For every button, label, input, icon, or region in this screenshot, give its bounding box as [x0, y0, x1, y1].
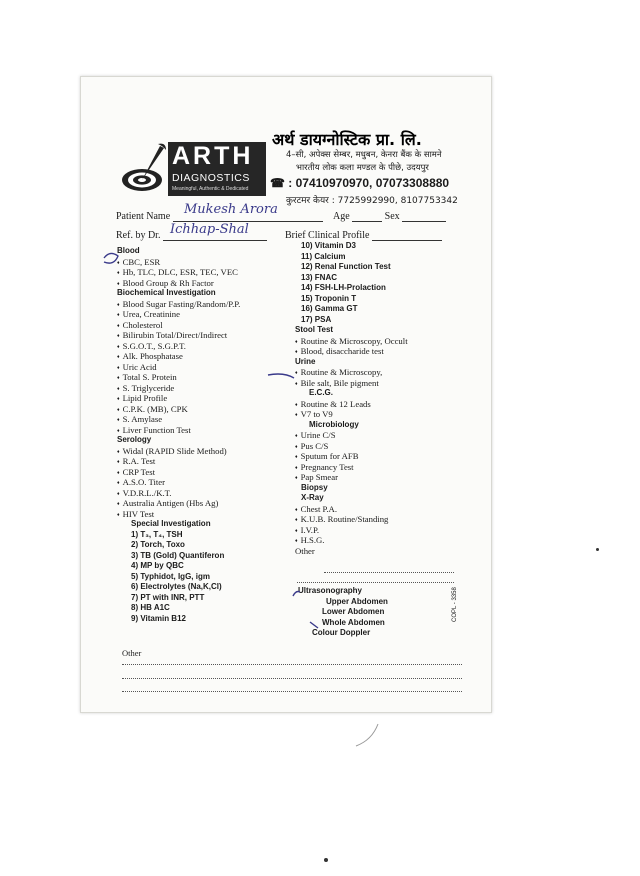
section-heading: Microbiology [309, 419, 359, 429]
customer-care-numbers: कुरटमर केयर : 7725992990, 8107753342 [286, 196, 458, 206]
numbered-test-item: 6) Electrolytes (Na,K,Cl) [131, 582, 222, 591]
test-item: ♦ Uric Acid [117, 362, 240, 373]
test-item: ♦ HIV Test [117, 509, 240, 520]
numbered-test-item: 3) TB (Gold) Quantiferon [131, 550, 225, 560]
numbered-test-item: 5) Typhidot, IgG, igm [131, 571, 210, 581]
test-item: ♦ Blood, disaccharide test [295, 346, 408, 357]
test-item: ♦ S. Amylase [117, 414, 240, 425]
test-item: ♦ Urea, Creatinine [117, 309, 240, 320]
ref-doctor-label: Ref. by Dr. [116, 230, 161, 241]
numbered-test-item: 9) Vitamin B12 [131, 613, 186, 623]
test-item: ♦ Sputum for AFB [295, 451, 408, 462]
clinical-profile-label: Brief Clinical Profile [285, 230, 370, 241]
patient-name-label: Patient Name [116, 211, 171, 222]
test-item: ♦ Pus C/S [295, 441, 408, 452]
test-item: ♦ S. Triglyceride [117, 383, 240, 394]
numbered-test-item: 17) PSA [301, 314, 332, 324]
test-item: ♦ S.G.O.T., S.G.P.T. [117, 341, 240, 352]
test-item: ♦ CBC, ESR [117, 257, 240, 268]
hindi-company-name: अर्थ डायग्नोस्टिक प्रा. लि. [272, 130, 422, 149]
numbered-test-item: 11) Calcium [301, 251, 346, 261]
test-item: ♦ Alk. Phosphatase [117, 351, 240, 362]
paper-speck [596, 548, 599, 551]
numbered-test-item: 10) Vitamin D3 [301, 241, 356, 250]
ultrasound-item: Lower Abdomen [322, 607, 385, 616]
section-heading: Urine [295, 356, 316, 366]
test-item: ♦ Liver Function Test [117, 425, 240, 436]
numbered-test-item: 4) MP by QBC [131, 561, 184, 570]
brand-name: ARTH [172, 142, 254, 170]
test-item: ♦ A.S.O. Titer [117, 477, 240, 488]
test-item: ♦ Urine C/S [295, 430, 408, 441]
ultrasonography-title: Ultrasonography [298, 586, 363, 595]
numbered-test-item: 14) FSH-LH-Prolaction [301, 283, 386, 292]
test-item: ♦ Routine & Microscopy, Occult [295, 336, 408, 347]
numbered-test-item: 8) HB A1C [131, 603, 170, 612]
numbered-test-item: 1) T₃, T₄, TSH [131, 529, 183, 539]
numbered-test-item: 16) Gamma GT [301, 304, 358, 313]
test-item: ♦ Routine & 12 Leads [295, 399, 408, 410]
test-item: ♦ CRP Test [117, 467, 240, 478]
bottom-other-label: Other [122, 648, 142, 658]
numbered-test-item: 2) Torch, Toxo [131, 540, 185, 549]
section-heading: Biochemical Investigation [117, 288, 216, 297]
numbered-test-item: 12) Renal Function Test [301, 262, 391, 271]
test-item: ♦ K.U.B. Routine/Standing [295, 514, 408, 525]
copyright-code: COPL - 3358 [452, 587, 458, 622]
test-item: ♦ Lipid Profile [117, 393, 240, 404]
test-item: ♦ Chest P.A. [295, 504, 408, 515]
test-item: ♦ Total S. Protein [117, 372, 240, 383]
test-item: ♦ R.A. Test [117, 456, 240, 467]
section-heading: Blood [117, 246, 140, 255]
test-item: ♦ V.D.R.L./K.T. [117, 488, 240, 499]
test-item: ♦ I.V.P. [295, 525, 408, 536]
phone-numbers: ☎ : 07410970970, 07073308880 [270, 176, 450, 190]
numbered-test-item: 15) Troponin T [301, 293, 357, 303]
test-item: ♦ H.S.G. [295, 535, 408, 546]
test-item: ♦ V7 to V9 [295, 409, 408, 420]
section-heading: Serology [117, 435, 152, 444]
ultrasound-item: Upper Abdomen [326, 596, 388, 606]
section-heading: X-Ray [301, 493, 324, 502]
test-item: ♦ Pregnancy Test [295, 462, 408, 473]
numbered-test-item: 13) FNAC [301, 272, 338, 282]
section-heading: Biopsy [301, 482, 328, 492]
ultrasound-item: Whole Abdomen [322, 617, 385, 627]
brand-subtitle: DIAGNOSTICS [172, 172, 250, 184]
test-item: ♦ Hb, TLC, DLC, ESR, TEC, VEC [117, 267, 240, 278]
test-item: ♦ Blood Sugar Fasting/Random/P.P. [117, 299, 240, 310]
test-item: ♦ Australia Antigen (Hbs Ag) [117, 498, 240, 509]
paper-speck [324, 858, 328, 862]
section-heading: Stool Test [295, 325, 334, 334]
section-heading: Special Investigation [131, 519, 211, 528]
other-label: Other [295, 545, 315, 556]
ultrasound-item: Colour Doppler [312, 628, 371, 637]
test-item: ♦ Bile salt, Bile pigment [295, 378, 408, 389]
test-item: ♦ Bilirubin Total/Direct/Indirect [117, 330, 240, 341]
address-line-1: 4–सी, अपेक्स सेम्बर, मधुबन, केनरा बैंक के सामने [286, 150, 442, 160]
address-line-2: भारतीय लोक कला मण्डल के पीछे, उदयपुर [296, 163, 429, 173]
test-item: ♦ Cholesterol [117, 320, 240, 331]
test-item: ♦ Blood Group & Rh Factor [117, 278, 240, 289]
ref-doctor-handwritten: Ichhap-Shal [170, 222, 249, 237]
test-item: ♦ Widal (RAPID Slide Method) [117, 446, 240, 457]
test-item: ♦ Routine & Microscopy, [295, 367, 408, 378]
test-item: ♦ C.P.K. (MB), CPK [117, 404, 240, 415]
brand-tagline: Meaningful, Authentic & Dedicated [172, 186, 249, 192]
section-heading: E.C.G. [309, 388, 334, 397]
numbered-test-item: 7) PT with INR, PTT [131, 592, 205, 602]
test-item: ♦ Pap Smear [295, 472, 408, 483]
patient-name-handwritten: Mukesh Arora [184, 202, 278, 217]
age-label: Age [333, 211, 350, 222]
sex-label: Sex [384, 211, 400, 222]
